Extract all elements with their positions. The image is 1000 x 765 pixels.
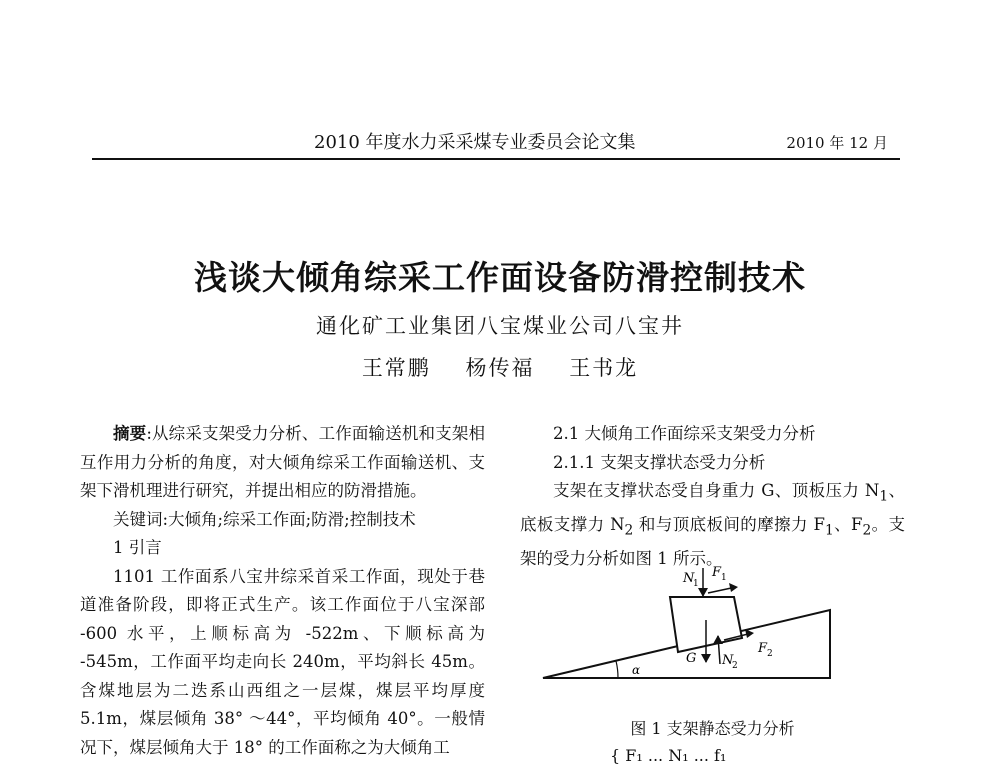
running-header: [92, 128, 900, 160]
issue-date: 2010 年 12 月: [786, 134, 888, 152]
subscript: 2: [862, 522, 872, 539]
formula-partial: { F₁ ... N₁ ... f₁: [610, 746, 727, 765]
label-f1: F: [712, 565, 722, 580]
author-affiliation: 通化矿工业集团八宝煤业公司八宝井: [316, 314, 684, 338]
label-f2: F: [758, 641, 768, 656]
label-n2: N: [722, 653, 734, 668]
author-name: 王常鹏: [361, 356, 431, 380]
keywords: 关键词:大倾角;综采工作面;防滑;控制技术: [113, 509, 416, 529]
left-column: [80, 420, 485, 762]
label-f2-sub: 2: [767, 649, 773, 659]
f2-arrowhead: [745, 629, 754, 638]
text-run: 、F: [833, 514, 863, 534]
text-run: 支架在支撑状态受自身重力 G、顶板压力 N: [553, 481, 880, 500]
right-column: [520, 420, 905, 573]
support-force-diagram: [538, 560, 838, 690]
author-name: 王书龙: [569, 356, 639, 380]
figure-caption: 图 1 支架静态受力分析: [630, 719, 795, 738]
label-n1: N: [683, 571, 695, 586]
angle-arc: [616, 661, 618, 678]
author-list: [0, 352, 1000, 382]
subscript: 2: [624, 522, 634, 539]
paper-title: 浅谈大倾角综采工作面设备防滑控制技术: [194, 258, 806, 297]
subscript: 1: [824, 522, 834, 539]
journal-name: 2010 年度水力采采煤专业委员会论文集: [314, 132, 636, 153]
label-n1-sub: 1: [693, 579, 699, 589]
section-heading-2-1-1: 2.1.1 支架支撑状态受力分析: [553, 452, 766, 472]
introduction-paragraph: 1101 工作面系八宝井综采首采工作面，现处于巷道准备阶段，即将正式生产。该工作面位于八宝深部 -600 水平，上顺标高为 -522m、下顺标高为 -545m，工作面平均走向长 240m，平均斜长 45m。含煤地层为二迭系山西组之一层煤，煤层平均厚度 5.1m，煤层倾角 38° ～44°，平均倾角 40°。一般情况下，煤层倾角大于 18° 的工作面称之为大倾角工: [80, 566, 485, 757]
text-run: 。支架的受力分析如图 1 所示。: [520, 514, 906, 568]
text-run: 、底板支撑力 N: [520, 481, 906, 534]
abstract-text: :从综采支架受力分析、工作面输送机和支架相互作用力分析的角度，对大倾角综采工作面输送机、支架下滑机理进行研究，并提出相应的防滑措施。: [80, 424, 485, 500]
abstract-label: 摘要: [113, 424, 147, 443]
section-heading-introduction: 1 引言: [113, 538, 162, 557]
label-g: G: [686, 651, 697, 666]
n1-arrowhead: [698, 588, 708, 597]
f1-arrowhead: [729, 583, 738, 592]
g-arrowhead: [701, 654, 711, 663]
author-name: 杨传福: [465, 356, 535, 380]
label-n2-sub: 2: [732, 661, 738, 671]
subscript: 1: [879, 488, 889, 505]
section-heading-2-1: 2.1 大倾角工作面综采支架受力分析: [553, 424, 816, 443]
label-f1-sub: 1: [721, 573, 727, 583]
support-force-paragraph: [520, 477, 905, 573]
abstract: [80, 420, 485, 506]
label-alpha: α: [632, 663, 641, 677]
text-run: 和与顶底板间的摩擦力 F: [633, 514, 825, 534]
